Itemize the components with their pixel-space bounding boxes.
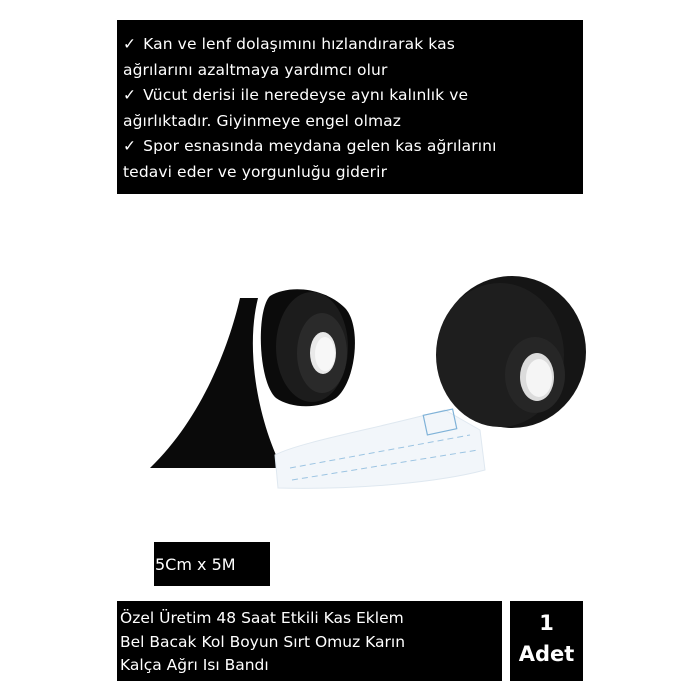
size-badge: 5Cm x 5M: [154, 542, 270, 586]
checkmark-icon: ✓: [123, 35, 137, 53]
product-title-line-2: Bel Bacak Kol Boyun Sırt Omuz Karın: [120, 632, 406, 651]
features-box: [117, 20, 583, 194]
product-title-line-3: Kalça Ağrı Isı Bandı: [120, 656, 269, 674]
feature-1-text-1: Kan ve lenf dolaşımını hızlandırarak kas: [143, 35, 455, 53]
feature-2-line-1: [123, 83, 573, 109]
checkmark-icon: ✓: [123, 86, 137, 104]
feature-1-line-2: ağrılarını azaltmaya yardımcı olur: [123, 60, 388, 79]
checkmark-icon: ✓: [123, 137, 137, 155]
feature-3-text-1: Spor esnasında meydana gelen kas ağrılarını: [143, 137, 497, 155]
product-title-line-1: Özel Üretim 48 Saat Etkili Kas Eklem: [120, 609, 404, 627]
feature-3-line-1: [123, 134, 573, 160]
feature-3-line-2: tedavi eder ve yorgunluğu giderir: [123, 162, 388, 181]
product-image: [140, 270, 590, 510]
quantity-unit: Adet: [518, 642, 575, 666]
quantity-number: 1: [539, 611, 554, 635]
feature-2-line-2: ağırlıktadır. Giyinmeye engel olmaz: [123, 111, 402, 130]
quantity-badge: [510, 601, 583, 681]
feature-1-line-1: [123, 32, 573, 58]
feature-2-text-1: Vücut derisi ile neredeyse aynı kalınlık ve: [143, 86, 469, 104]
kinesiology-tape-rolls-image: [140, 270, 590, 510]
product-title-box: [117, 601, 502, 681]
